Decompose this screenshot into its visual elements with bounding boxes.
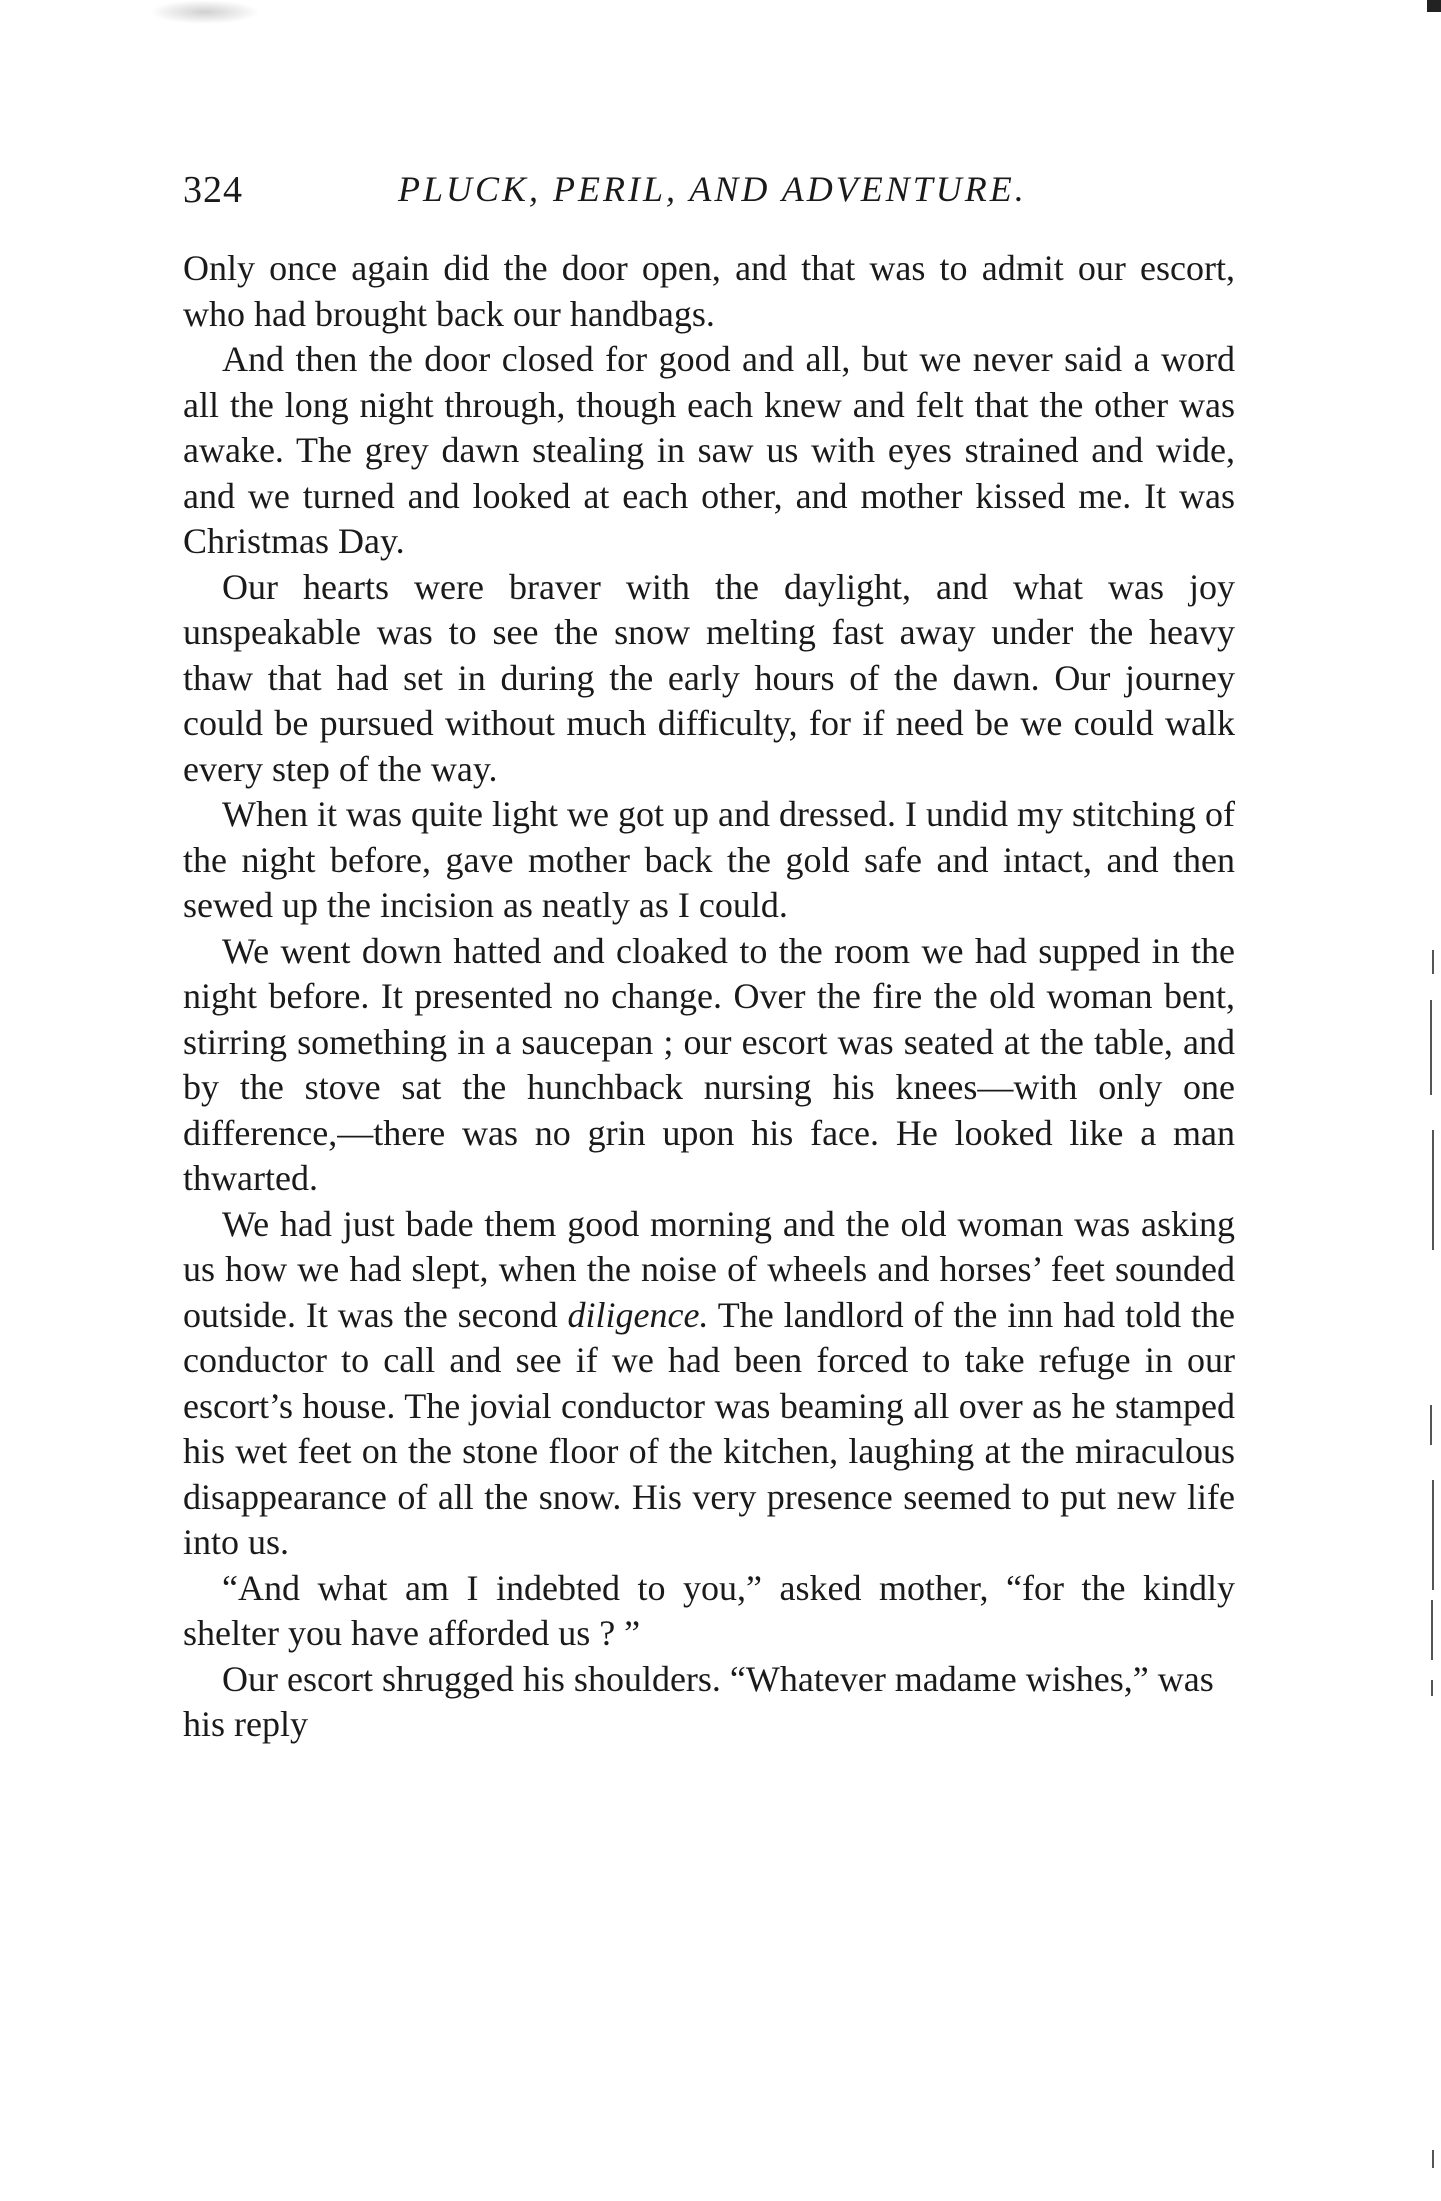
body-text bbox=[183, 246, 1235, 1748]
paragraph: “And what am I indebted to you,” asked mother, “for the kindly shelter you have afforded us ? ” bbox=[183, 1567, 1235, 1653]
paragraph: When it was quite light we got up and dressed. I undid my stitching of the night before, gave mother back the gold safe and intact, and then sewed up the incision as neatly as I could. bbox=[183, 794, 1235, 925]
paragraph-last: Our escort shrugged his shoulders. “Whatever madame wishes,” was his reply bbox=[183, 1658, 1214, 1744]
paragraph-text-after: The landlord of the inn had told the conductor to call and see if we had been forced to take refuge in our escort’s house. The jovial conductor was beaming all over as he stamped his wet feet on the stone floor of the kitchen, laughing at the miraculous disappearance of all the snow. His very presence seemed to put new life into us. bbox=[183, 1294, 1235, 1562]
scan-margin-mark bbox=[1430, 1000, 1432, 1095]
scan-margin-mark bbox=[1432, 1480, 1434, 1590]
scan-corner-mark bbox=[1427, 0, 1441, 12]
scan-margin-mark bbox=[1432, 1130, 1434, 1250]
paragraph bbox=[183, 1202, 1235, 1566]
scan-margin-mark bbox=[1431, 1600, 1433, 1660]
page-header bbox=[183, 168, 1243, 218]
scan-margin-mark bbox=[1430, 1405, 1432, 1445]
paragraph-text-before: We had just bade them good morning and the old woman was asking us how we had slept, when the noise of wheels and horses’ feet sounded outside. It was the second bbox=[183, 1203, 1235, 1335]
paragraph: We went down hatted and cloaked to the room we had supped in the night before. It presented no change. Over the fire the old woman bent, stirring something in a saucepan ; our escort was seated at the table, and by the stove sat the hunchback nursing his knees—with only one difference,—there was no grin upon his face. He looked like a man thwarted. bbox=[183, 930, 1235, 1198]
page-number: 324 bbox=[183, 169, 243, 211]
scan-smudge bbox=[150, 0, 260, 24]
scan-margin-mark bbox=[1431, 1680, 1433, 1696]
paragraph: And then the door closed for good and all, but we never said a word all the long night through, though each knew and felt that the other was awake. The grey dawn stealing in saw us with eyes strained and wide, and we turned and looked at each other, and mother kissed me. It was Christmas Day. bbox=[183, 339, 1235, 561]
scan-margin-mark bbox=[1432, 2150, 1434, 2168]
running-title: PLUCK, PERIL, AND ADVENTURE. bbox=[398, 169, 1027, 209]
paragraph: Our hearts were braver with the daylight, and what was joy unspeakable was to see the snow melting fast away under the heavy thaw that had set in during the early hours of the dawn. Our journey could be pursued without much difficulty, for if need be we could walk every step of the way. bbox=[183, 566, 1235, 789]
italic-word: diligence. bbox=[567, 1294, 709, 1335]
scan-margin-mark bbox=[1432, 950, 1434, 974]
paragraph: Only once again did the door open, and that was to admit our escort, who had brought back our handbags. bbox=[183, 248, 1235, 334]
